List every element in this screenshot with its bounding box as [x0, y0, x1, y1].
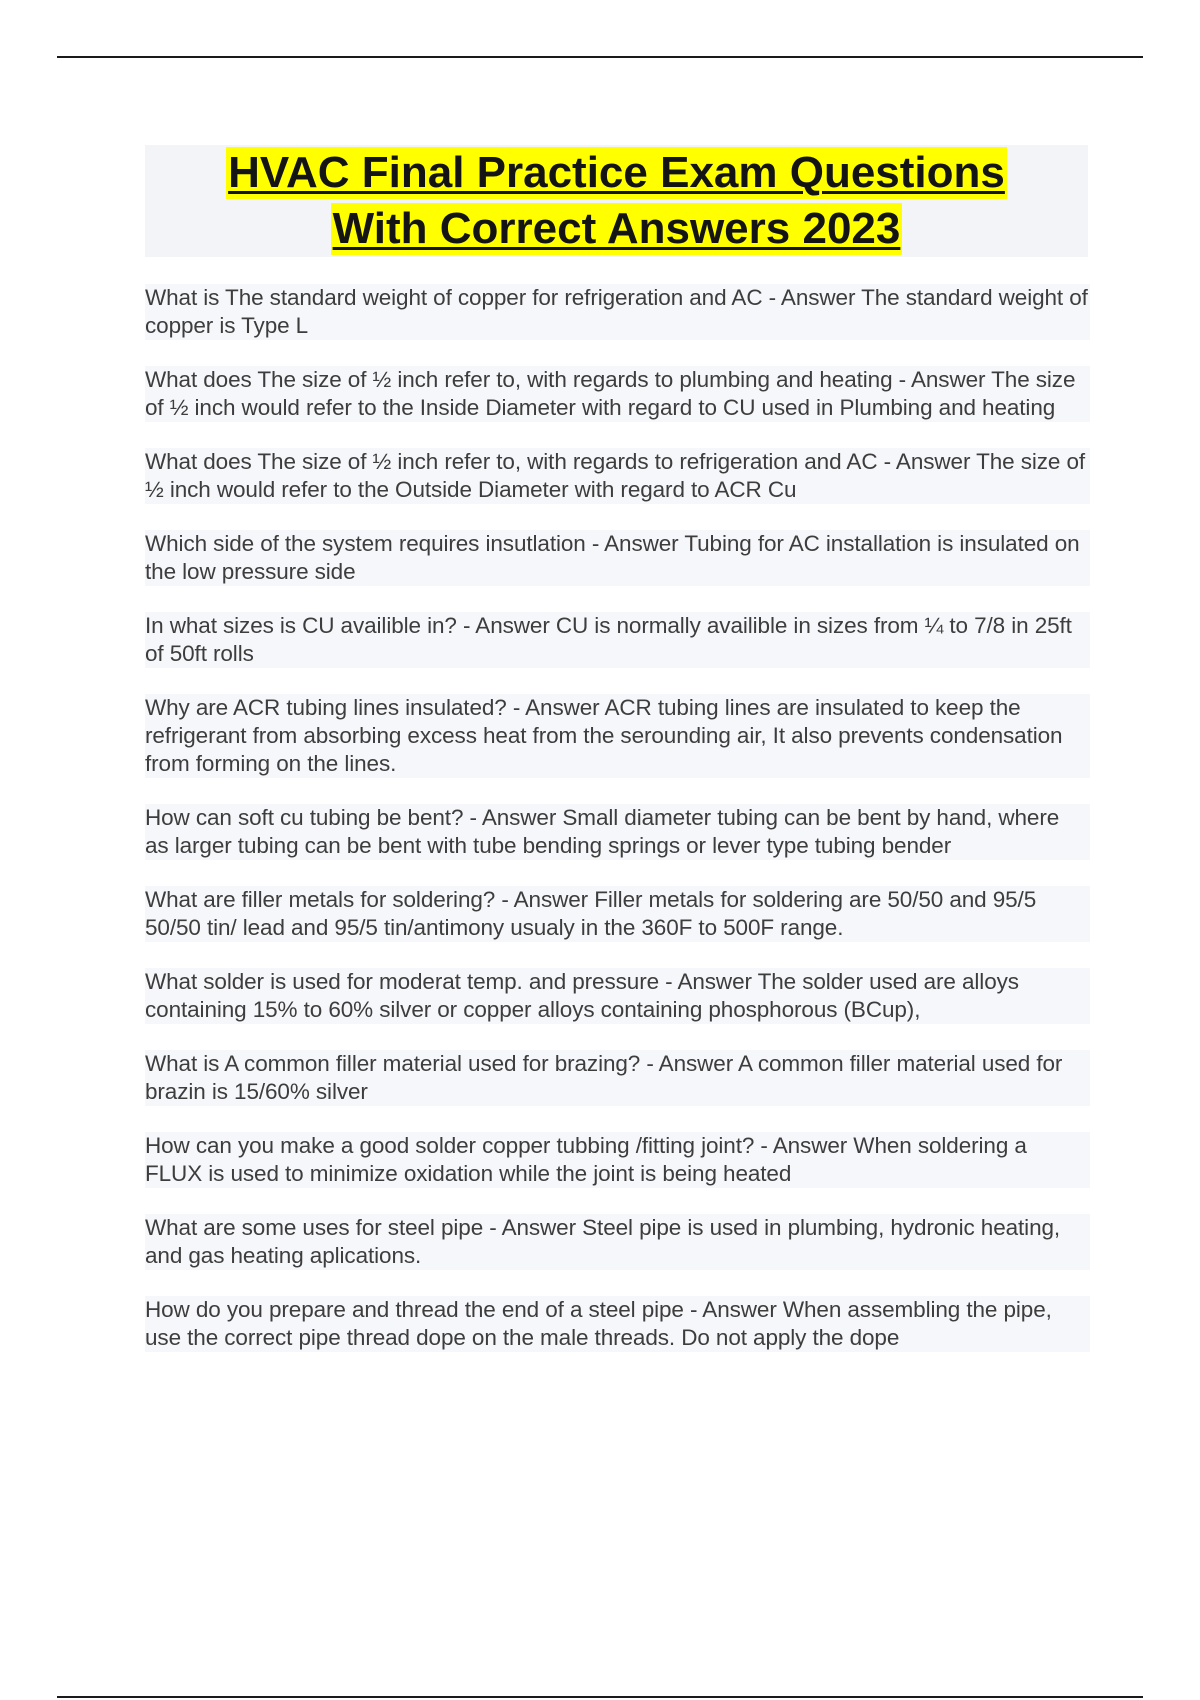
bottom-rule [57, 1696, 1143, 1698]
qa-item: What solder is used for moderat temp. and pressure - Answer The solder used are alloys containing 15% to 60% silver or copper alloys containing phosphorous (BCup), [145, 968, 1090, 1024]
qa-item: What does The size of ½ inch refer to, with regards to plumbing and heating - Answer The size of ½ inch would refer to the Inside Diameter with regard to CU used in Plumbing and heating [145, 366, 1090, 422]
qa-item: Which side of the system requires insutlation - Answer Tubing for AC installation is insulated on the low pressure side [145, 530, 1090, 586]
qa-item: What are some uses for steel pipe - Answer Steel pipe is used in plumbing, hydronic heating, and gas heating aplications. [145, 1214, 1090, 1270]
qa-list [145, 284, 1090, 1378]
title-block [145, 145, 1088, 257]
qa-item: How can soft cu tubing be bent? - Answer Small diameter tubing can be bent by hand, where as larger tubing can be bent with tube bending springs or lever type tubing bender [145, 804, 1090, 860]
qa-item: What is The standard weight of copper for refrigeration and AC - Answer The standard weight of copper is Type L [145, 284, 1090, 340]
top-rule [57, 56, 1143, 58]
qa-item: How can you make a good solder copper tubbing /fitting joint? - Answer When soldering a FLUX is used to minimize oxidation while the joint is being heated [145, 1132, 1090, 1188]
title-line-1: HVAC Final Practice Exam Questions [228, 148, 1005, 197]
qa-item: What is A common filler material used for brazing? - Answer A common filler material used for brazin is 15/60% silver [145, 1050, 1090, 1106]
title-line-2: With Correct Answers 2023 [332, 204, 901, 253]
qa-item: How do you prepare and thread the end of a steel pipe - Answer When assembling the pipe, use the correct pipe thread dope on the male threads. Do not apply the dope [145, 1296, 1090, 1352]
qa-item: What does The size of ½ inch refer to, with regards to refrigeration and AC - Answer The size of ½ inch would refer to the Outside Diameter with regard to ACR Cu [145, 448, 1090, 504]
qa-item: What are filler metals for soldering? - Answer Filler metals for soldering are 50/50 and 95/5 50/50 tin/ lead and 95/5 tin/antimony usualy in the 360F to 500F range. [145, 886, 1090, 942]
qa-item: Why are ACR tubing lines insulated? - Answer ACR tubing lines are insulated to keep the refrigerant from absorbing excess heat from the serounding air, It also prevents condensation from forming on the lines. [145, 694, 1090, 778]
qa-item: In what sizes is CU availible in? - Answer CU is normally availible in sizes from ¼ to 7/8 in 25ft of 50ft rolls [145, 612, 1090, 668]
